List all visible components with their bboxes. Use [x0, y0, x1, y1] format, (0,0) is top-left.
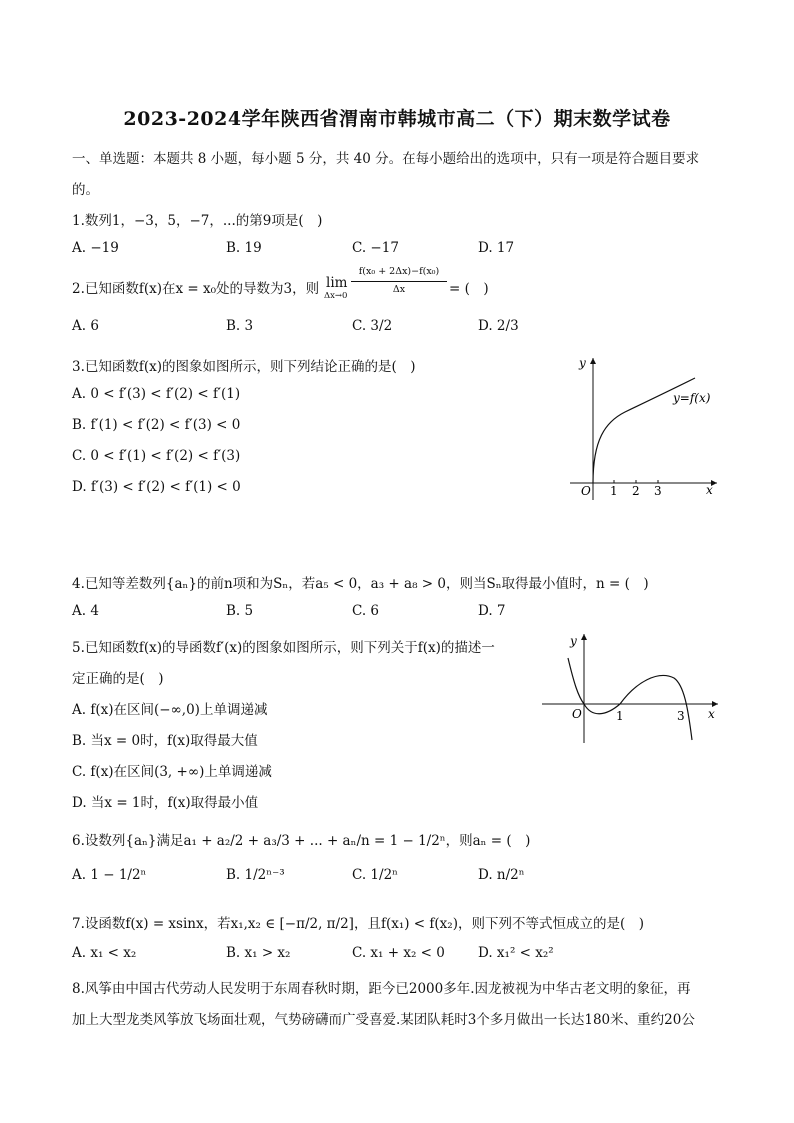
y-label: y	[570, 634, 577, 648]
question-8-stem-cont: 加上大型龙类风筝放飞场面壮观，气势磅礴而广受喜爱.某团队耗时3个多月做出一长达180米、重约20公	[72, 1012, 695, 1028]
x-label: x	[708, 707, 715, 721]
q3-function-graph	[565, 350, 725, 510]
q6-option-b: B. 1/2ⁿ⁻³	[226, 867, 285, 883]
exam-title: 2023-2024学年陕西省渭南市韩城市高二（下）期末数学试卷	[123, 108, 671, 130]
q2-limit-subscript: Δx→0	[324, 291, 348, 301]
q6-option-c: C. 1/2ⁿ	[352, 867, 398, 883]
section-heading-cont: 的。	[72, 182, 99, 198]
q2-numerator: f(x₀ + 2Δx)−f(x₀)	[358, 266, 440, 277]
x-label: x	[706, 483, 713, 497]
q3-option-b: B. f′(1) < f′(2) < f′(3) < 0	[72, 417, 241, 433]
question-5-stem-cont: 定正确的是( )	[72, 671, 164, 687]
tick-label-1: 1	[610, 484, 618, 498]
q5-option-a: A. f(x)在区间(−∞,0)上单调递减	[72, 702, 268, 718]
q2-option-c: C. 3/2	[352, 318, 393, 334]
question-2-prefix: 2.已知函数f(x)在x = x₀处的导数为3，则	[72, 281, 320, 297]
section-heading: 一、单选题：本题共 8 小题，每小题 5 分，共 40 分。在每小题给出的选项中，只有一项是符合题目要求	[72, 151, 700, 167]
question-8-stem: 8.风筝由中国古代劳动人民发明于东周春秋时期，距今已2000多年.因龙被视为中华古老文明的象征，再	[72, 981, 691, 997]
q2-option-d: D. 2/3	[478, 318, 519, 334]
tick-label-3: 3	[677, 709, 685, 723]
y-axis-arrow	[581, 634, 587, 640]
origin-label: O	[581, 484, 591, 498]
q7-option-a: A. x₁ < x₂	[72, 945, 137, 961]
q4-option-d: D. 7	[478, 603, 506, 619]
tick-label-3: 3	[654, 484, 662, 498]
q4-option-b: B. 5	[226, 603, 254, 619]
q1-option-b: B. 19	[226, 240, 262, 256]
origin-label: O	[572, 707, 582, 721]
q2-suffix: = ( )	[449, 281, 489, 297]
q2-option-b: B. 3	[226, 318, 254, 334]
question-4-stem: 4.已知等差数列{aₙ}的前n项和为Sₙ，若a₅ < 0，a₃ + a₈ > 0，则当Sₙ取得最小值时，n = ( )	[72, 576, 649, 592]
q3-option-c: C. 0 < f′(1) < f′(2) < f′(3)	[72, 448, 241, 464]
q5-option-c: C. f(x)在区间(3, +∞)上单调递减	[72, 764, 272, 780]
q4-option-c: C. 6	[352, 603, 380, 619]
q1-option-d: D. 17	[478, 240, 515, 256]
q5-derivative-graph	[540, 628, 725, 746]
question-6-stem: 6.设数列{aₙ}满足a₁ + a₂/2 + a₃/3 + ... + aₙ/n = 1 − 1/2ⁿ，则aₙ = ( )	[72, 833, 531, 849]
q5-option-b: B. 当x = 0时，f(x)取得最大值	[72, 733, 258, 749]
tick-label-1: 1	[616, 709, 624, 723]
y-axis-arrow	[590, 358, 596, 364]
q7-option-d: D. x₁² < x₂²	[478, 945, 554, 961]
q6-option-a: A. 1 − 1/2ⁿ	[72, 867, 147, 883]
y-label: y	[579, 356, 586, 370]
q5-option-d: D. 当x = 1时，f(x)取得最小值	[72, 795, 259, 811]
question-7-stem: 7.设函数f(x) = xsinx，若x₁,x₂ ∈ [−π/2, π/2]，且f(x₁) < f(x₂)，则下列不等式恒成立的是( )	[72, 916, 644, 932]
question-1-stem: 1.数列1，−3，5，−7，...的第9项是( )	[72, 213, 323, 229]
derivative-curve	[568, 658, 692, 740]
q6-option-d: D. n/2ⁿ	[478, 867, 525, 883]
q1-option-c: C. −17	[352, 240, 399, 256]
question-3-stem: 3.已知函数f(x)的图象如图所示，则下列结论正确的是( )	[72, 359, 416, 375]
q2-limit-word: lim	[326, 275, 348, 291]
q1-option-a: A. −19	[72, 240, 119, 256]
q3-option-d: D. f′(3) < f′(2) < f′(1) < 0	[72, 479, 241, 495]
q2-fraction-bar	[351, 281, 447, 282]
tick-label-2: 2	[632, 484, 640, 498]
curve-label: y=f(x)	[673, 391, 711, 405]
q2-option-a: A. 6	[72, 318, 99, 334]
q3-option-a: A. 0 < f′(3) < f′(2) < f′(1)	[72, 386, 241, 402]
q4-option-a: A. 4	[72, 603, 99, 619]
q2-denominator: Δx	[392, 284, 406, 295]
q7-option-c: C. x₁ + x₂ < 0	[352, 945, 445, 961]
question-5-stem: 5.已知函数f(x)的导函数f′(x)的图象如图所示，则下列关于f(x)的描述一	[72, 640, 495, 656]
q7-option-b: B. x₁ > x₂	[226, 945, 291, 961]
